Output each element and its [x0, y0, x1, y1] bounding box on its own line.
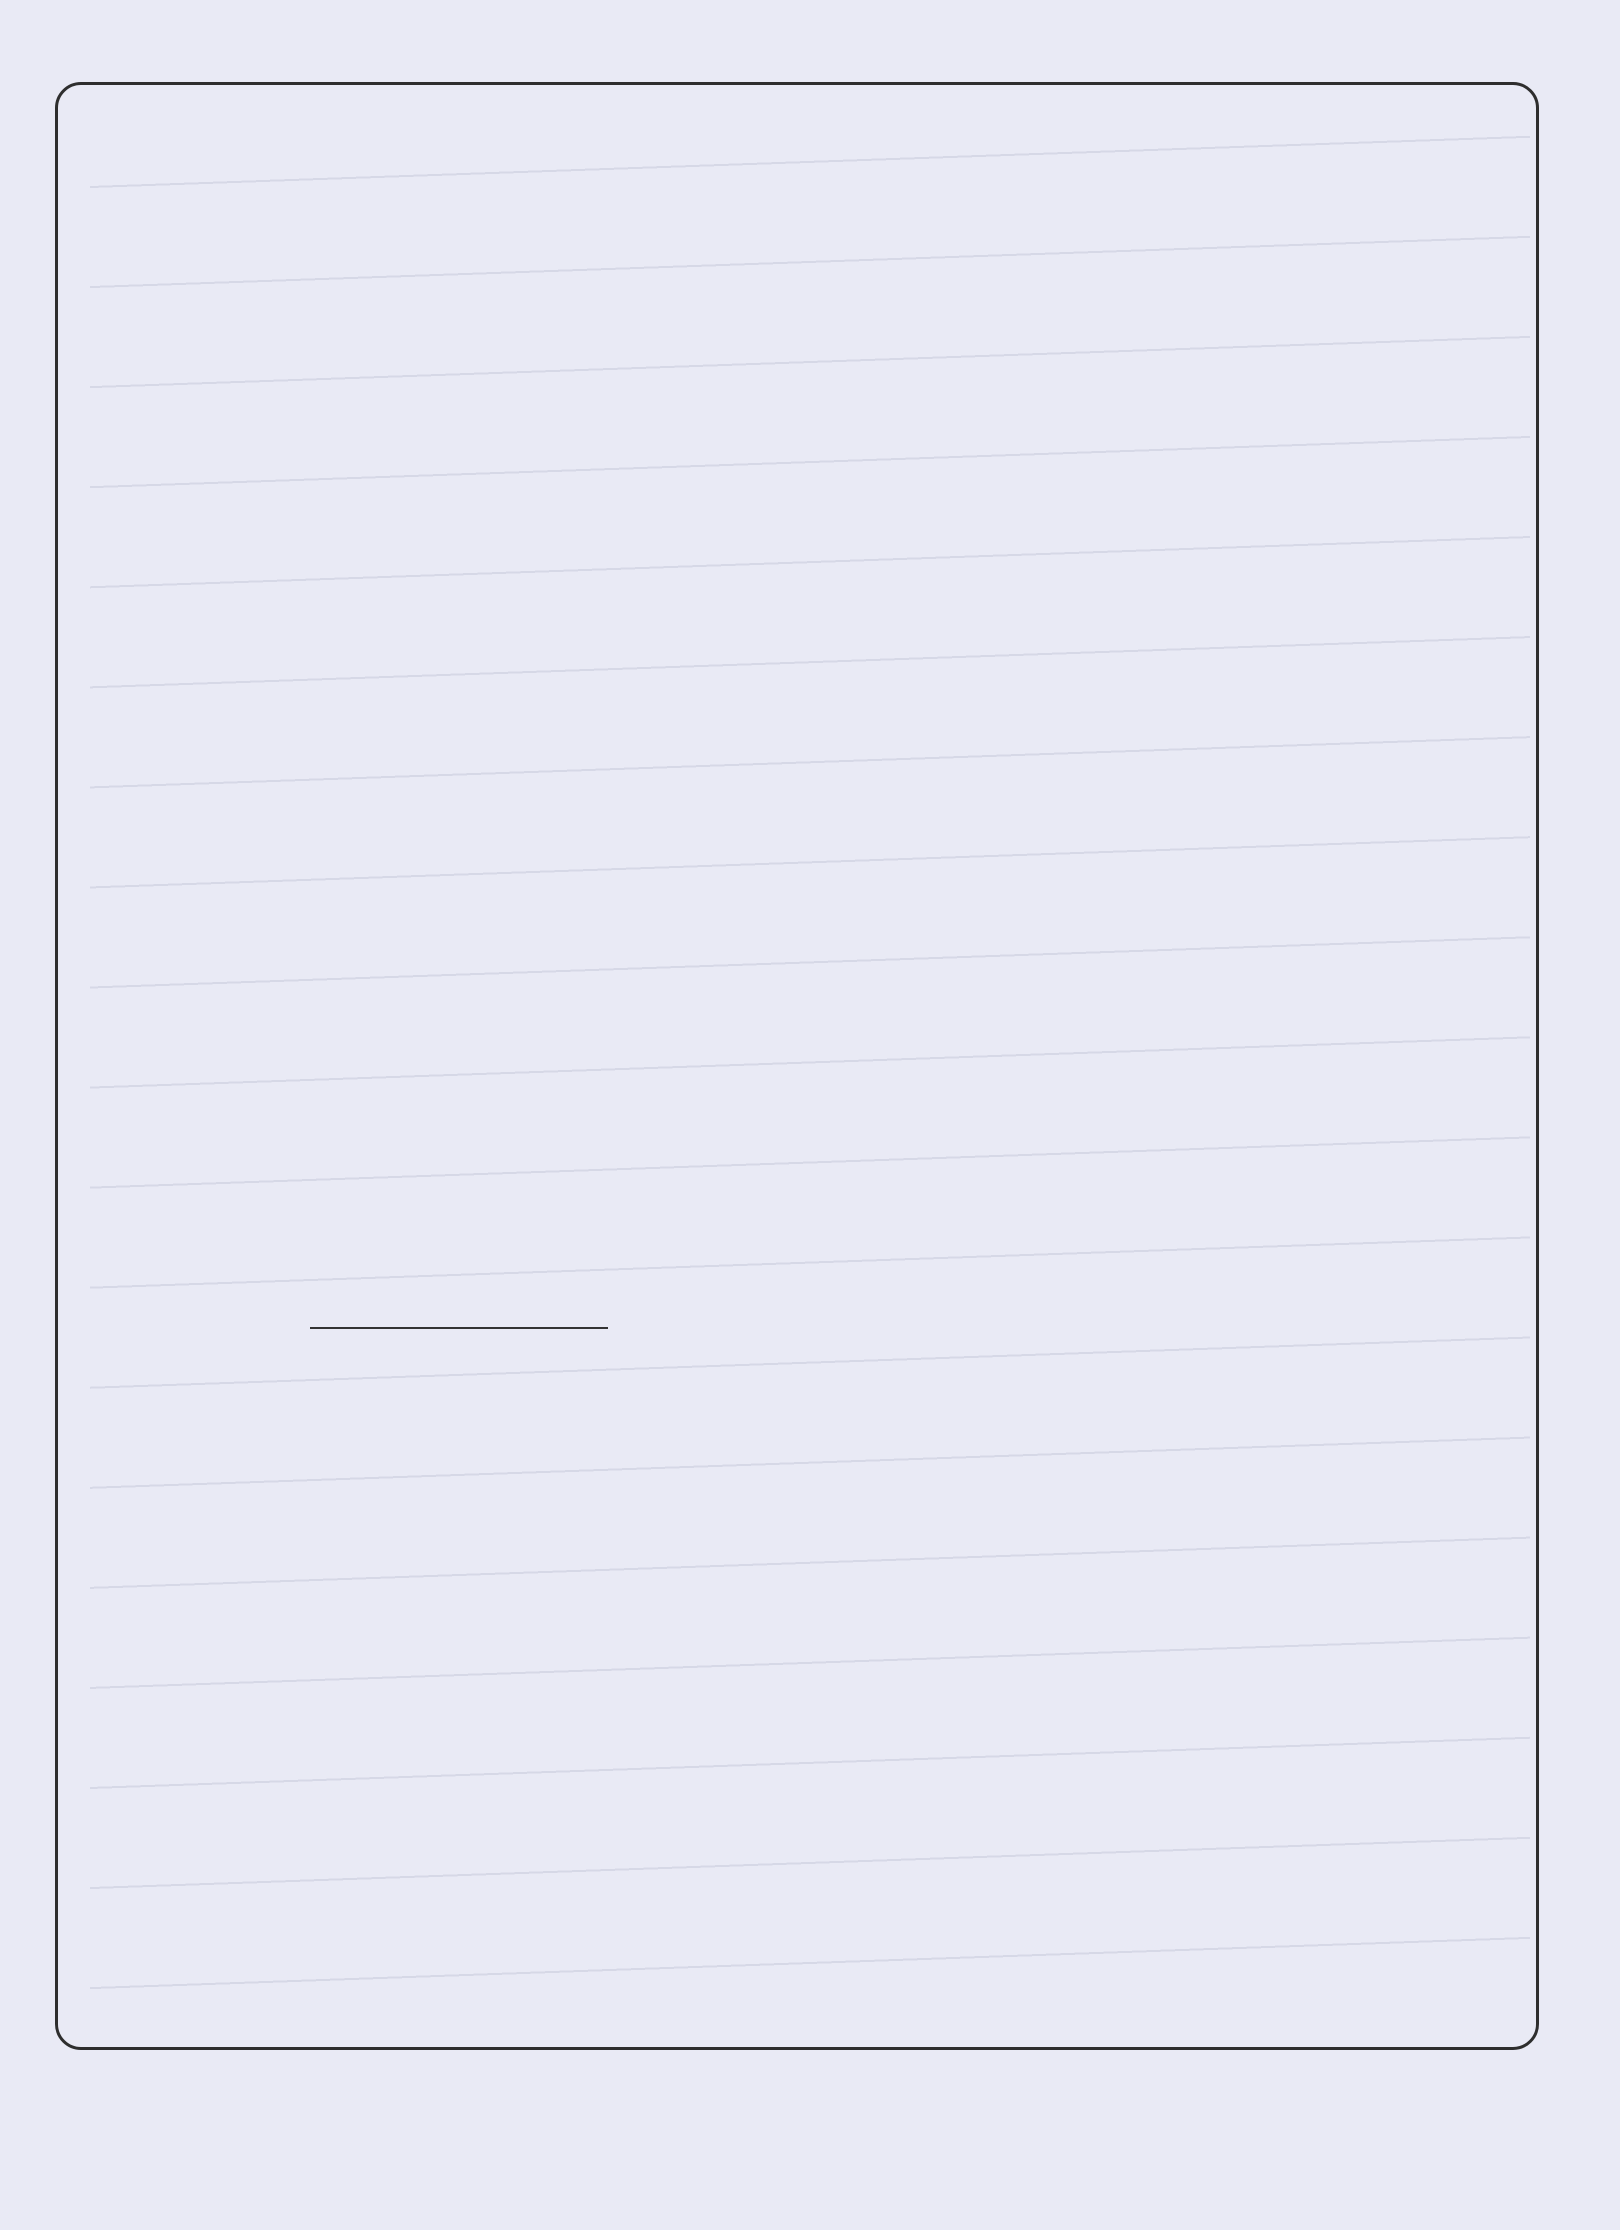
- file-number-underline: [310, 1327, 608, 1329]
- form-frame: [55, 82, 1539, 2050]
